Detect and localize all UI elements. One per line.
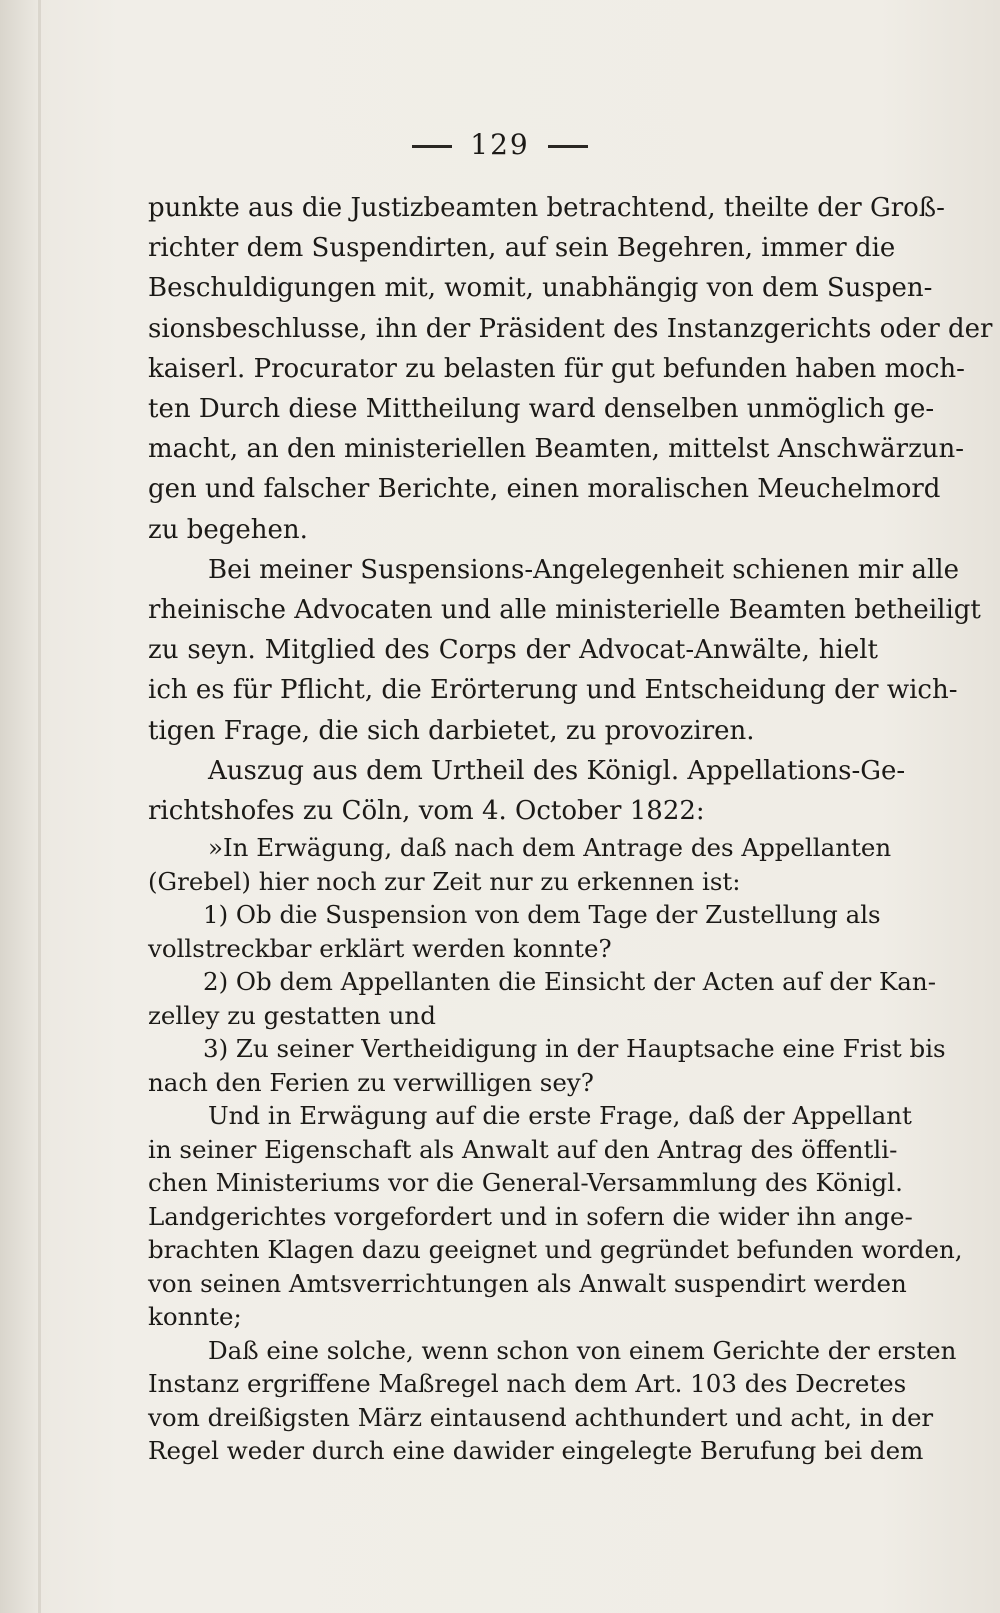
text-line: punkte aus die Justizbeamten betrachtend, theilte der Groß- (148, 193, 945, 223)
text-line: 2) Ob dem Appellanten die Einsicht der Acten auf der Kan- (203, 967, 936, 997)
text-line: (Grebel) hier noch zur Zeit nur zu erkennen ist: (148, 866, 741, 896)
text-line: sionsbeschlusse, ihn der Präsident des Instanzgerichts oder der (148, 313, 993, 344)
text-line: »In Erwägung, daß nach dem Antrage des Appellanten (208, 833, 892, 863)
text-line: Landgerichtes vorgefordert und in sofern die wider ihn ange- (148, 1201, 913, 1231)
text-line: chen Ministeriums vor die General-Versammlung des Königl. (148, 1168, 903, 1198)
text-line: ten Durch diese Mittheilung ward denselben unmöglich ge- (148, 394, 935, 425)
text-line: rheinische Advocaten und alle ministerielle Beamten betheiligt (148, 595, 981, 626)
text-line: nach den Ferien zu verwilligen sey? (148, 1067, 594, 1097)
text-line: Daß eine solche, wenn schon von einem Gerichte der ersten (208, 1335, 957, 1365)
text-line: in seiner Eigenschaft als Anwalt auf den Antrag des öffentli- (148, 1134, 898, 1164)
header-dash-left (412, 145, 452, 148)
body-text (148, 188, 993, 1468)
text-line: von seinen Amtsverrichtungen als Anwalt suspendirt werden (148, 1268, 907, 1298)
text-line: zu begehen. (148, 514, 308, 545)
text-line: vollstreckbar erklärt werden konnte? (148, 933, 612, 963)
text-line: zu seyn. Mitglied des Corps der Advocat-Anwälte, hielt (148, 635, 878, 666)
text-line: richtshofes zu Cöln, vom 4. October 1822: (148, 796, 705, 827)
text-line: Auszug aus dem Urtheil des Königl. Appellations-Ge- (208, 755, 906, 786)
page-header (0, 128, 1000, 161)
page-gutter (38, 0, 41, 1613)
text-line: zelley zu gestatten und (148, 1000, 436, 1030)
text-line: gen und falscher Berichte, einen moralischen Meuchelmord (148, 474, 941, 505)
text-line: brachten Klagen dazu geeignet und gegründet befunden worden, (148, 1235, 963, 1265)
text-line: ich es für Pflicht, die Erörterung und Entscheidung der wich- (148, 675, 958, 706)
text-line: vom dreißigsten März eintausend achthundert und acht, in der (148, 1402, 934, 1432)
text-line: 1) Ob die Suspension von dem Tage der Zustellung als (203, 900, 881, 930)
text-line: konnte; (148, 1302, 242, 1332)
text-line: Regel weder durch eine dawider eingelegte Berufung bei dem (148, 1436, 924, 1466)
text-line: Instanz ergriffene Maßregel nach dem Art. 103 des Decretes (148, 1369, 907, 1399)
text-line: Beschuldigungen mit, womit, unabhängig von dem Suspen- (148, 273, 933, 304)
text-line: richter dem Suspendirten, auf sein Begehren, immer die (148, 233, 896, 264)
text-line: macht, an den ministeriellen Beamten, mittelst Anschwärzun- (148, 434, 965, 465)
text-line: Bei meiner Suspensions-Angelegenheit schienen mir alle (208, 554, 959, 585)
text-line: tigen Frage, die sich darbietet, zu provoziren. (148, 715, 755, 746)
text-line: kaiserl. Procurator zu belasten für gut befunden haben moch- (148, 353, 965, 384)
text-line: Und in Erwägung auf die erste Frage, daß der Appellant (208, 1101, 912, 1131)
header-dash-right (548, 145, 588, 148)
text-line: 3) Zu seiner Vertheidigung in der Hauptsache eine Frist bis (203, 1034, 946, 1064)
page-number: 129 (470, 128, 530, 161)
